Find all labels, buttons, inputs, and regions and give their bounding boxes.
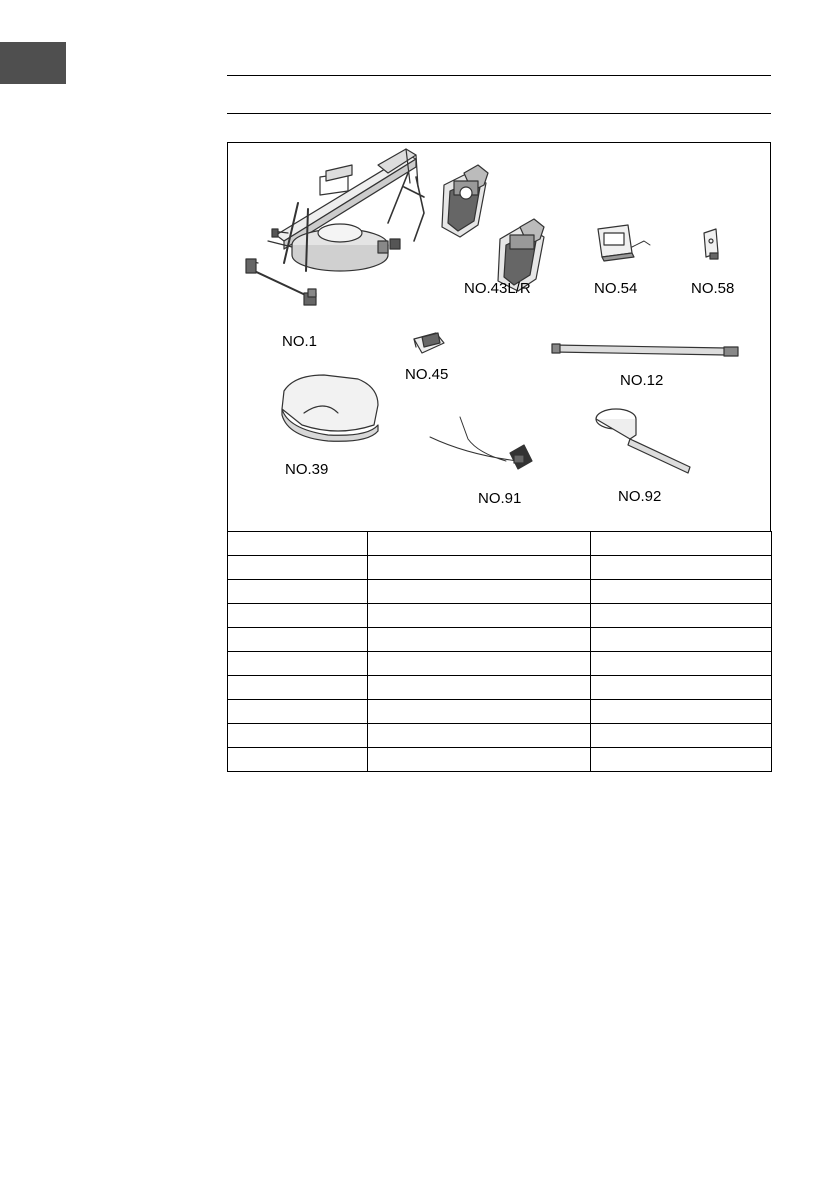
tension-knob-image (430, 417, 532, 469)
table-cell (368, 676, 591, 700)
part-label-no91: NO.91 (478, 490, 522, 507)
table-cell (591, 628, 772, 652)
funnel-image (596, 409, 690, 473)
small-bracket-image (414, 333, 444, 353)
part-label-no54: NO.54 (594, 280, 638, 297)
table-cell (591, 652, 772, 676)
part-label-no1: NO.1 (282, 333, 318, 350)
table-row (228, 700, 772, 724)
table-cell (591, 676, 772, 700)
part-label-no45: NO.45 (405, 366, 449, 383)
language-tab (0, 42, 66, 84)
table-cell (228, 652, 368, 676)
table-cell (591, 748, 772, 772)
table-cell (368, 628, 591, 652)
table-cell (228, 580, 368, 604)
table-cell (368, 580, 591, 604)
table-cell (228, 700, 368, 724)
table-cell (228, 604, 368, 628)
table-row (228, 628, 772, 652)
table-row (228, 580, 772, 604)
table-cell (368, 652, 591, 676)
foot-pedals-image (442, 165, 544, 291)
table-cell (228, 532, 368, 556)
table-cell (228, 556, 368, 580)
table-cell (228, 676, 368, 700)
table-cell (591, 580, 772, 604)
table-cell (591, 724, 772, 748)
table-cell (368, 556, 591, 580)
table-cell (368, 700, 591, 724)
part-label-no58: NO.58 (691, 280, 735, 297)
bracket-image (704, 229, 718, 259)
header-rule-bottom (227, 113, 771, 114)
seat-image (282, 375, 378, 441)
part-label-no92: NO.92 (618, 488, 662, 505)
table-cell (368, 748, 591, 772)
header-rule-top (227, 75, 771, 76)
table-cell (591, 604, 772, 628)
rowing-machine-image (246, 149, 424, 305)
rail-rod-image (552, 344, 738, 356)
table-row (228, 652, 772, 676)
table-cell (228, 724, 368, 748)
table-row (228, 604, 772, 628)
part-label-no12: NO.12 (620, 372, 664, 389)
parts-table (227, 531, 772, 772)
table-row (228, 724, 772, 748)
table-cell (228, 628, 368, 652)
monitor-image (598, 225, 650, 261)
parts-overview-box (227, 142, 771, 532)
table-cell (368, 724, 591, 748)
part-label-no39: NO.39 (285, 461, 329, 478)
table-cell (591, 532, 772, 556)
table-row (228, 748, 772, 772)
table-row (228, 556, 772, 580)
table-row (228, 532, 772, 556)
table-cell (228, 748, 368, 772)
table-cell (368, 532, 591, 556)
part-label-no43: NO.43L/R (464, 280, 531, 297)
table-cell (368, 604, 591, 628)
table-cell (591, 700, 772, 724)
table-row (228, 676, 772, 700)
table-cell (591, 556, 772, 580)
